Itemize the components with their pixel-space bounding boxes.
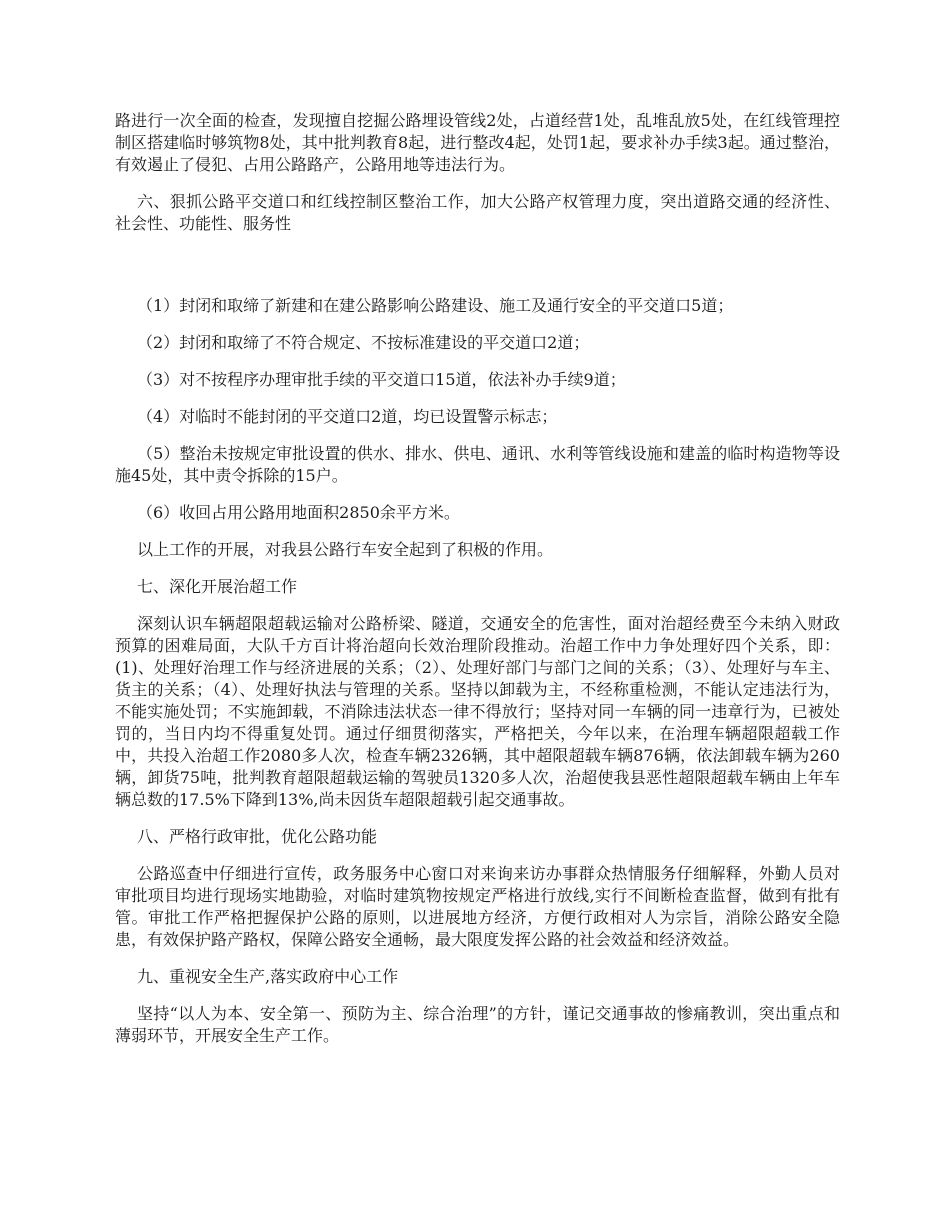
heading-section-nine: 九、重视安全生产,落实政府中心工作 — [137, 967, 399, 986]
heading-section-six: 六、狠抓公路平交道口和红线控制区整治工作，加大公路产权管理力度，突出道路交通的经济性、社会性、功能性、服务性 — [115, 192, 840, 233]
paragraph-overload-control: 深刻认识车辆超限超载运输对公路桥梁、隧道，交通安全的危害性，面对治超经费至今未纳入财政预算的困难局面，大队千方百计将治超向长效治理阶段推动。治超工作中力争处理好四个关系，即：(1)、处理好治理工作与经济进展的关系；（2）、处理好部门与部门之间的关系；（3）、处理好与车主、货主的关系；（4）、处理好执法与管理的关系。坚持以卸载为主，不经称重检测，不能认定违法行为，不能实施处罚；不实施卸载，不消除违法状态一律不得放行；坚持对同一车辆的同一违章行为，已被处罚的，当日内均不得重复处罚。通过仔细贯彻落实，严格把关，今年以来，在治理车辆超限超载工作中，共投入治超工作2080多人次，检查车辆2326辆，其中超限超载车辆876辆，依法卸载车辆为260辆，卸货75吨，批判教育超限超载运输的驾驶员1320多人次，治超使我县恶性超限超载车辆由上年车辆总数的17.5%下降到13%,尚未因货车超限超载引起交通事故。 — [115, 614, 840, 809]
list-item-2: （2）封闭和取缔了不符合规定、不按标准建设的平交道口2道； — [137, 333, 590, 352]
document-page — [115, 110, 840, 1047]
list-item-4: （4）对临时不能封闭的平交道口2道，均已设置警示标志； — [137, 407, 558, 426]
heading-section-seven: 七、深化开展治超工作 — [137, 577, 298, 596]
list-item-6: （6）收回占用公路用地面积2850余平方米。 — [137, 503, 460, 522]
paragraph-road-inspection: 路进行一次全面的检查，发现擅自挖掘公路埋设管线2处，占道经营1处，乱堆乱放5处，在红线管理控制区搭建临时够筑物8处，其中批判教育8起，进行整改4起，处罚1起，要求补办手续3起。通过整治，有效遏止了侵犯、占用公路路产，公路用地等违法行为。 — [115, 111, 840, 174]
list-item-1: （1）封闭和取缔了新建和在建公路影响公路建设、施工及通行安全的平交道口5道； — [137, 296, 734, 315]
paragraph-safety-production: 坚持“以人为本、安全第一、预防为主、综合治理”的方针，谨记交通事故的惨痛教训，突出重点和薄弱环节，开展安全生产工作。 — [115, 1004, 840, 1045]
list-item-5: （5）整治未按规定审批设置的供水、排水、供电、通讯、水利等管线设施和建盖的临时构造物等设施45处，其中责令拆除的15户。 — [115, 444, 840, 485]
paragraph-summary: 以上工作的开展，对我县公路行车安全起到了积极的作用。 — [137, 540, 554, 559]
heading-section-eight: 八、严格行政审批，优化公路功能 — [137, 827, 378, 846]
paragraph-administrative-approval: 公路巡查中仔细进行宣传，政务服务中心窗口对来询来访办事群众热情服务仔细解释，外勤人员对审批项目均进行现场实地勘验，对临时建筑物按规定严格进行放线,实行不间断检查监督，做到有批有管。审批工作严格把握保护公路的原则，以进展地方经济，方便行政相对人为宗旨，消除公路安全隐患，有效保护路产路权，保障公路安全通畅，最大限度发挥公路的社会效益和经济效益。 — [115, 864, 840, 949]
list-item-3: （3）对不按程序办理审批手续的平交道口15道，依法补办手续9道； — [137, 370, 626, 389]
